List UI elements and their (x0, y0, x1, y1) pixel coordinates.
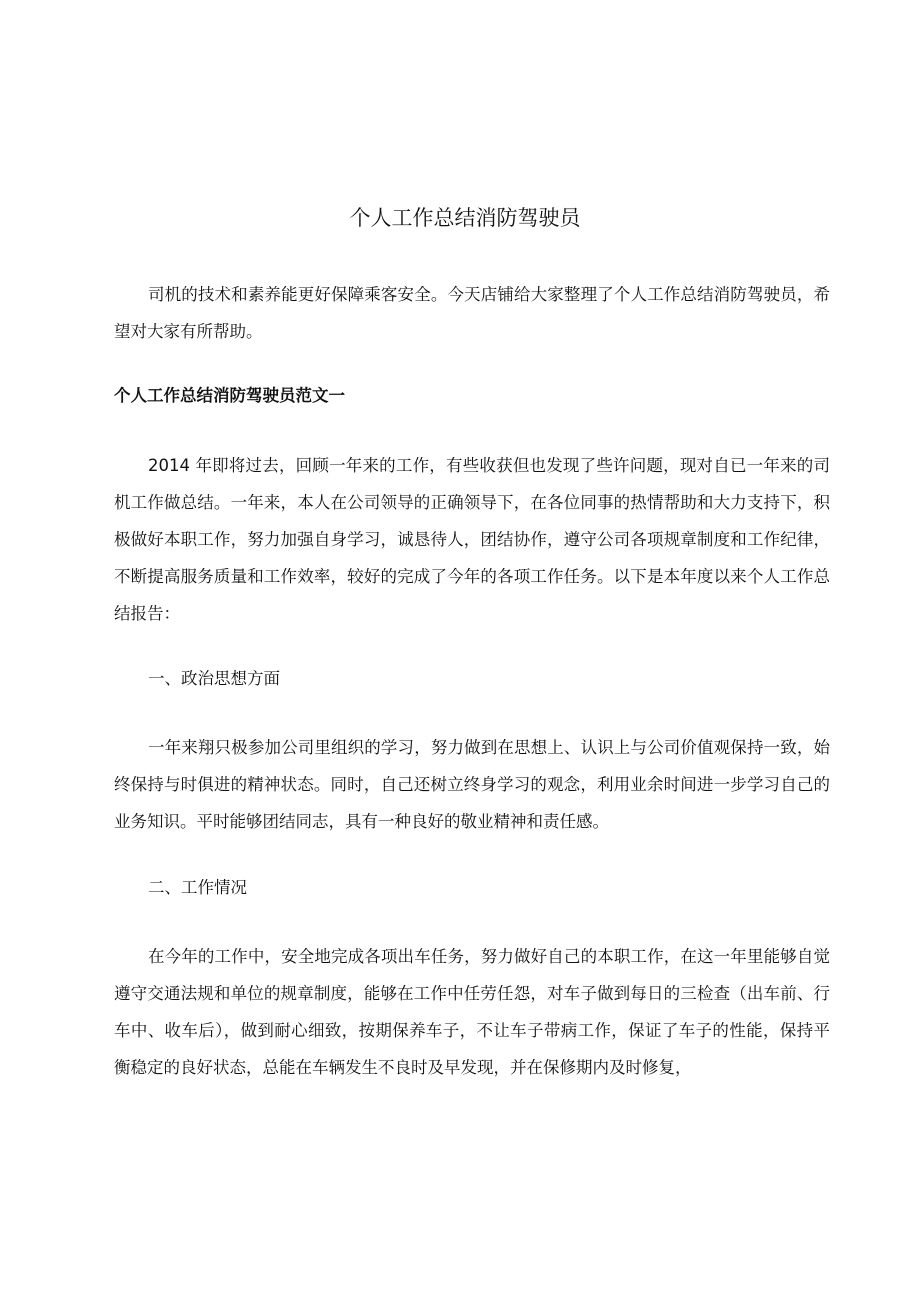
heading-work: 二、工作情况 (148, 878, 247, 897)
document-title: 个人工作总结消防驾驶员 (349, 206, 581, 230)
intro-paragraph: 司机的技术和素养能更好保障乘客安全。今天店铺给大家整理了个人工作总结消防驾驶员，希望对大家有所帮助。 (114, 285, 830, 341)
paragraph-2: 一年来翔只极参加公司里组织的学习，努力做到在思想上、认识上与公司价值观保持一致，始终保持与时俱进的精神状态。同时，自己还树立终身学习的观念，利用业余时间进一步学习自己的业务知识。平时能够团结同志，具有一种良好的敬业精神和责任感。 (114, 738, 830, 831)
heading-political: 一、政治思想方面 (148, 669, 280, 688)
paragraph-3: 在今年的工作中，安全地完成各项出车任务，努力做好自己的本职工作，在这一年里能够自觉遵守交通法规和单位的规章制度，能够在工作中任劳任怨，对车子做到每日的三检查（出车前、行车中、收车后），做到耐心细致，按期保养车子，不让车子带病工作，保证了车子的性能，保持平衡稳定的良好状态，总能在车辆发生不良时及早发现，并在保修期内及时修复， (114, 947, 830, 1077)
paragraph-1: 2014 年即将过去，回顾一年来的工作，有些收获但也发现了些许问题，现对自已一年来的司机工作做总结。一年来，本人在公司领导的正确领导下，在各位同事的热情帮助和大力支持下，积极做好本职工作，努力加强自身学习，诚恳待人，团结协作，遵守公司各项规章制度和工作纪律，不断提高服务质量和工作效率，较好的完成了今年的各项工作任务。以下是本年度以来个人工作总结报告： (114, 456, 830, 623)
section-title: 个人工作总结消防驾驶员范文一 (114, 386, 345, 405)
